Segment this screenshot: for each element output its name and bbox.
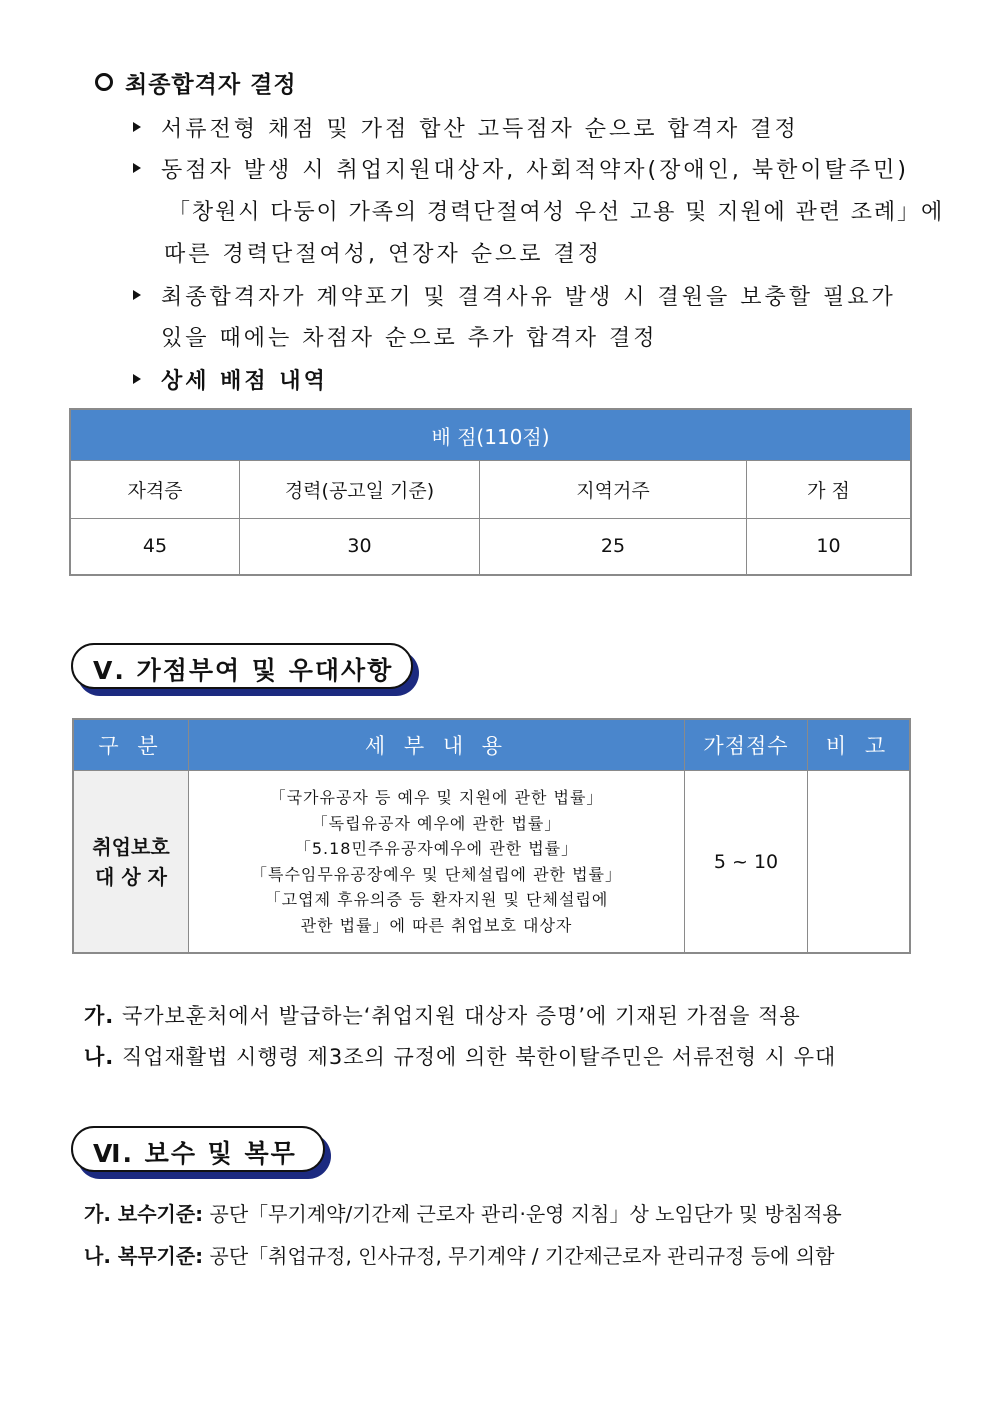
section-5-note: 나. 직업재활법 시행령 제3조의 규정에 의한 북한이탈주민은 서류전형 시 우대 [84,1045,837,1069]
benefit-law-item: 「5.18민주유공자예우에 관한 법률」 [294,839,579,858]
triangle-bullet-icon [133,290,141,300]
benefit-law-item: 「국가유공자 등 예우 및 지원에 관한 법률」 [269,788,604,807]
score-value: 30 [240,519,480,575]
score-table-header: 배 점(110점) [70,409,911,461]
triangle-bullet-icon [133,163,141,173]
triangle-bullet-icon [133,122,141,132]
section-6-note: 나. 복무기준: 공단「취업규정, 인사규정, 무기계약 / 기간제근로자 관리규정 등에 의함 [84,1244,835,1268]
score-column-header: 자격증 [70,461,240,519]
benefit-column-header: 가점점수 [685,719,808,771]
score-column-header: 경력(공고일 기준) [240,461,480,519]
benefit-law-item: 관한 법률」에 따른 취업보호 대상자 [300,915,573,935]
score-column-header: 가 점 [747,461,912,519]
bullet-item: 최종합격자가 계약포기 및 결격사유 발생 시 결원을 보충할 필요가 [133,280,933,308]
benefit-details [189,771,685,954]
triangle-bullet-icon [133,374,141,384]
circle-bullet-icon [95,73,113,91]
score-value: 10 [747,519,912,575]
section-5-heading: Ⅴ. 가점부여 및 우대사항 [71,643,413,689]
benefit-law-item: 「독립유공자 예우에 관한 법률」 [311,813,562,833]
section-6-note: 가. 보수기준: 공단「무기계약/기간제 근로자 관리‧운영 지침」상 노임단가 및 방침적용 [84,1202,842,1226]
bullet-item: 동점자 발생 시 취업지원대상자, 사회적약자(장애인, 북한이탈주민) [133,153,933,181]
benefit-category: 취업보호 대 상 자 [73,771,189,954]
bullet-continuation: 있을 때에는 차점자 순으로 추가 합격자 결정 [161,326,658,351]
benefit-law-item: 「특수임무유공장예우 및 단체설립에 관한 법률」 [250,864,622,884]
score-table [69,408,912,576]
benefit-table [72,718,911,954]
bullet-item: 상세 배점 내역 [133,364,533,392]
bullet-continuation: 따른 경력단절여성, 연장자 순으로 결정 [164,242,602,267]
benefit-remark [808,771,911,954]
score-value: 45 [70,519,240,575]
benefit-column-header: 구 분 [73,719,189,771]
benefit-column-header: 세 부 내 용 [189,719,685,771]
score-column-header: 지역거주 [480,461,747,519]
benefit-points: 5 ~ 10 [685,771,808,954]
final-selection-heading: 최종합격자 결정 [95,66,297,99]
benefit-law-item: 「고엽제 후유의증 등 환자지원 및 단체설립에 [264,890,609,909]
section-6-heading: Ⅵ. 보수 및 복무 [71,1126,325,1172]
section-5-note: 가. 국가보훈처에서 발급하는‘취업지원 대상자 증명’에 기재된 가점을 적용 [84,1004,801,1028]
benefit-column-header: 비 고 [808,719,911,771]
bullet-item: 서류전형 채점 및 가점 합산 고득점자 순으로 합격자 결정 [133,112,933,140]
score-value: 25 [480,519,747,575]
bullet-continuation: 「창원시 다둥이 가족의 경력단절여성 우선 고용 및 지원에 관련 조례」에 [168,200,945,225]
